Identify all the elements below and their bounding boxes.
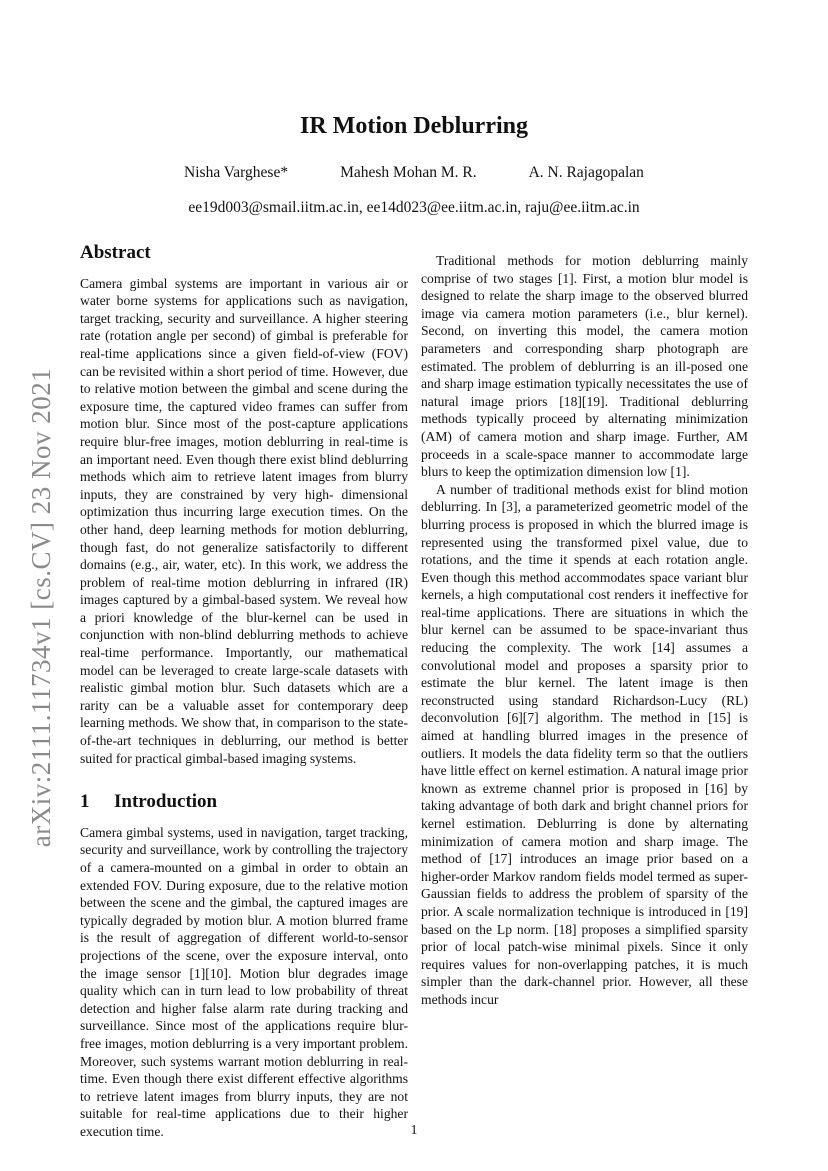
author-list: [0, 164, 828, 182]
right-column: [421, 252, 748, 1009]
intro-paragraph-1: Camera gimbal systems, used in navigation, target tracking, security and surveillance, work by controlling the trajectory of a camera-mounted on a gimbal in order to obtain an extended FOV. During exposure, due to the relative motion between the scene and the gimbal, the captured images are typically degraded by motion blur. A motion blurred frame is the result of aggregation of different world-to-sensor projections of the scene, over the exposure interval, onto the image sensor [1][10]. Motion blur degrades image quality which can in turn lead to low probability of threat detection and higher false alarm rate during tracking and surveillance. Since most of the applications require blur-free images, motion deblurring is a very important problem. Moreover, such systems warrant motion deblurring in real-time. Even though there exist different effective algorithms to retrieve latent images from blurry inputs, they are not suitable for real-time applications due to their higher execution time.: [80, 824, 408, 1139]
author-3: A. N. Rajagopalan: [528, 164, 644, 181]
arxiv-side-stamp: [20, 360, 64, 855]
left-column: [80, 244, 408, 1141]
section-number: 1: [80, 791, 90, 813]
intro-paragraph-2: Traditional methods for motion deblurring mainly comprise of two stages [1]. First, a motion blur model is designed to relate the sharp image to the observed blurred image via camera motion parameters (i.e., blur kernel). Second, on inverting this model, the camera motion parameters and corresponding sharp photograph are estimated. The problem of deblurring is an ill-posed one and sharp image estimation typically necessitates the use of natural image priors [18][19]. Traditional deblurring methods typically proceed by alternating minimization (AM) of camera motion and sharp image. Further, AM proceeds in a scale-space manner to accommodate large blurs to keep the optimization dimension low [1].: [421, 253, 748, 480]
author-2: Mahesh Mohan M. R.: [340, 164, 477, 181]
intro-paragraph-3: A number of traditional methods exist for blind motion deblurring. In [3], a parameterized geometric model of the blurring process is proposed in which the blurred image is represented using the transformed pixel value, due to rotations, and the time it spends at each rotation angle. Even though this method accommodates space variant blur kernels, a high computational cost renders it ineffective for real-time applications. There are situations in which the blur kernel can be assumed to be space-invariant thus reducing the complexity. The work [14] assumes a convolutional model and proposes a sparsity prior to estimate the blur kernel. The latent image is then reconstructed using standard Richardson-Lucy (RL) deconvolution [6][7] algorithm. The method in [15] is aimed at handling blurred images in the presence of outliers. It models the data fidelity term so that the outliers have little effect on kernel estimation. A natural image prior known as extreme channel prior is proposed in [16] by taking advantage of both dark and bright channel priors for kernel estimation. Deblurring is done by alternating minimization of camera motion and sharp image. The method of [17] introduces an image prior based on a higher-order Markov random fields model termed as super-Gaussian fields to address the problem of sparsity of the prior. A scale normalization technique is introduced in [19] based on the Lp norm. [18] proposes a simplified sparsity prior of local patch-wise minimal pixels. Since it only requires values for non-overlapping patches, it is much simpler than the dark-channel prior. However, all these methods incur: [421, 481, 748, 1007]
author-emails: ee19d003@smail.iitm.ac.in, ee14d023@ee.iitm.ac.in, raju@ee.iitm.ac.in: [188, 199, 640, 216]
section-title: Introduction: [114, 791, 218, 813]
arxiv-identifier: arXiv:2111.11734v1 [cs.CV] 23 Nov 2021: [26, 367, 57, 848]
author-1: Nisha Varghese*: [184, 164, 289, 181]
abstract-heading: Abstract: [80, 242, 151, 263]
abstract-text: Camera gimbal systems are important in various air or water borne systems for applications such as navigation, target tracking, security and surveillance. A higher steering rate (rotation angle per second) of gimbal is preferable for real-time applications since a given field-of-view (FOV) can be revisited within a short period of time. However, due to relative motion between the gimbal and scene during the exposure time, the captured video frames can suffer from motion blur. Since most of the post-capture applications require blur-free images, motion deblurring in real-time is an important need. Even though there exist blind deblurring methods which aim to retrieve latent images from blurry inputs, they are constrained by very high- dimensional optimization thus incurring large execution times. On the other hand, deep learning methods for motion deblurring, though fast, do not generalize satisfactorily to different domains (e.g., air, water, etc). In this work, we address the problem of real-time motion deblurring in infrared (IR) images captured by a gimbal-based system. We reveal how a priori knowledge of the blur-kernel can be used in conjunction with non-blind deblurring methods to achieve real-time performance. Importantly, our mathematical model can be leveraged to create large-scale datasets with realistic gimbal motion blur. Such datasets which are a rarity can be a valuable asset for contemporary deep learning methods. We show that, in comparison to the state-of-the-art techniques in deblurring, our method is better suited for practical gimbal-based imaging systems.: [80, 275, 408, 766]
page-number: 1: [410, 1122, 418, 1137]
paper-title: IR Motion Deblurring: [300, 113, 528, 139]
introduction-heading: [80, 793, 408, 811]
